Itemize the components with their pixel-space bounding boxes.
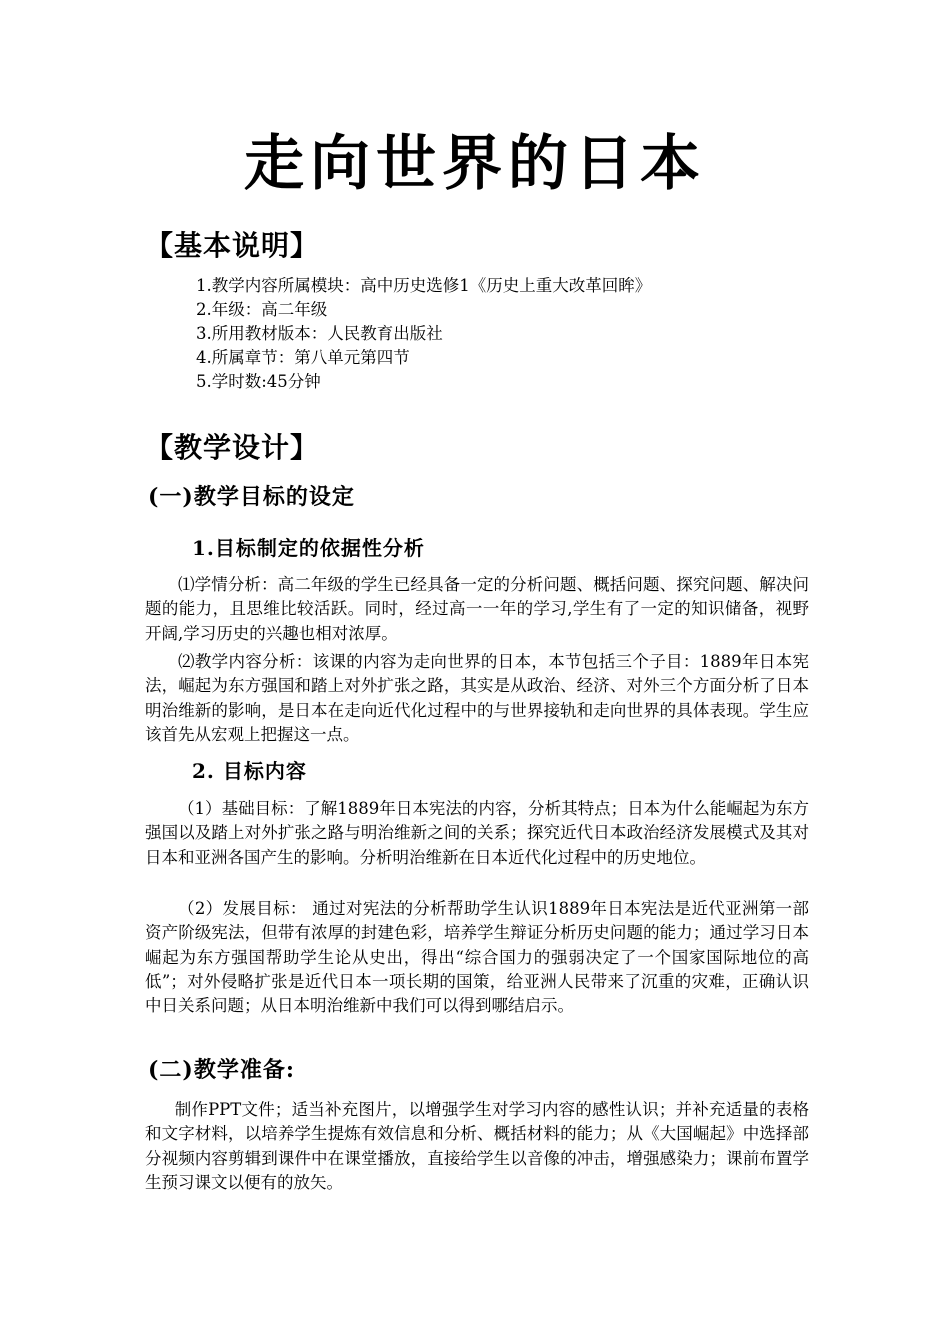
subsection-heading-preparation: (二)教学准备: [148,1057,295,1083]
basic-info-item: 4.所属章节：第八单元第四节 [196,348,410,367]
paragraph-learner-analysis: ⑴学情分析：高二年级的学生已经具备一定的分析问题、概括问题、探究问题、解决问题的能力，且思维比较活跃。同时，经过高一一年的学习,学生有了一定的知识储备，视野开阔,学习历史的兴趣也相对浓厚。 [145,575,809,643]
basic-info-list [196,274,651,394]
section-heading-basic: 【基本说明】 [145,229,320,262]
paragraph-preparation: 制作PPT文件；适当补充图片，以增强学生对学习内容的感性认识；并补充适量的表格和文字材料，以培养学生提炼有效信息和分析、概括材料的能力；从《大国崛起》中选择部分视频内容剪辑到课件中在课堂播放，直接给学生以音像的冲击，增强感染力；课前布置学生预习课文以便有的放矢。 [145,1100,809,1192]
section-heading-design: 【教学设计】 [145,431,320,464]
basic-info-item: 2.年级：高二年级 [196,300,328,319]
basic-info-item: 3.所用教材版本：人民教育出版社 [196,324,443,343]
basic-info-item: 5.学时数:45分钟 [196,372,321,391]
paragraph-basic-goal: （1）基础目标：了解1889年日本宪法的内容，分析其特点；日本为什么能崛起为东方强国以及踏上对外扩张之路与明治维新之间的关系；探究近代日本政治经济发展模式及其对日本和亚洲各国产生的影响。分析明治维新在日本近代化过程中的历史地位。 [145,799,809,867]
basic-info-item: 1.教学内容所属模块：高中历史选修1《历史上重大改革回眸》 [196,276,652,295]
paragraph-development-goal: （2）发展目标： 通过对宪法的分析帮助学生认识1889年日本宪法是近代亚洲第一部资产阶级宪法，但带有浓厚的封建色彩，培养学生辩证分析历史问题的能力；通过学习日本崛起为东方强国帮助学生论从史出，得出“综合国力的强弱决定了一个国家国际地位的高低”；对外侵略扩张是近代日本一项长期的国策，给亚洲人民带来了沉重的灾难，正确认识中日关系问题；从日本明治维新中我们可以得到哪结启示。 [145,899,809,1016]
subsection-heading-basis: 1.目标制定的依据性分析 [192,536,425,560]
subsection-heading-objectives: (一)教学目标的设定 [148,484,355,510]
subsection-heading-content: 2. 目标内容 [192,759,307,783]
document-title: 走向世界的日本 [244,129,706,199]
paragraph-content-analysis: ⑵教学内容分析：该课的内容为走向世界的日本，本节包括三个子目：1889年日本宪法，崛起为东方强国和踏上对外扩张之路，其实是从政治、经济、对外三个方面分析了日本明治维新的影响，是日本在走向近代化过程中的与世界接轨和走向世界的具体表现。学生应该首先从宏观上把握这一点。 [145,652,809,744]
